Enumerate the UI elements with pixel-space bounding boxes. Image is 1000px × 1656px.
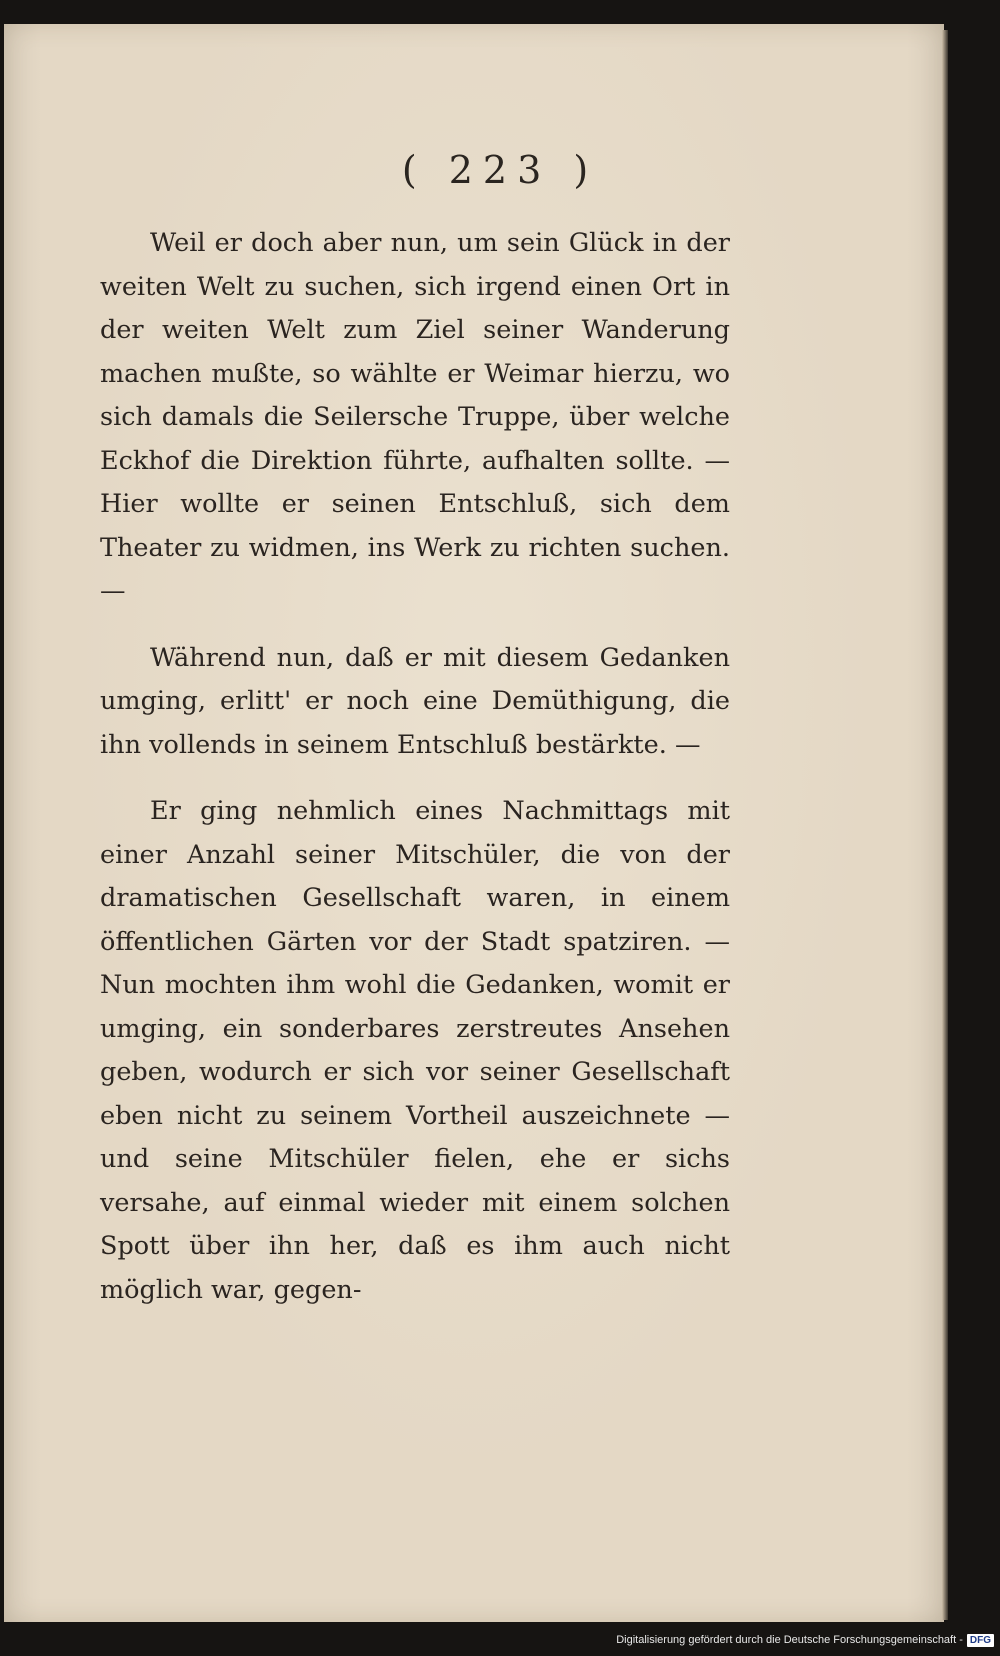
paragraph-1: Weil er doch aber nun, um sein Glück in der weiten Welt zu suchen, sich irgend einen Ort in der weiten Welt zum Ziel seiner Wanderung machen mußte, so wählte er Weimar hierzu, wo sich damals die Seilersche Truppe, über welche Eckhof die Direktion führte, aufhalten sollte. — Hier wollte er seinen Entschluß, sich dem Theater zu widmen, ins Werk zu richten suchen. — [100,228,730,606]
digitization-footer [616,1628,994,1652]
paragraph-2: Während nun, daß er mit diesem Gedanken umging, erlitt' er noch eine Demüthigung, die ihn vollends in seinem Entschluß bestärkte. — [100,642,730,760]
body-text [100,222,730,1312]
dfg-logo: DFG [967,1634,994,1647]
footer-credit: Digitalisierung gefördert durch die Deutsche Forschungsgemeinschaft - [616,1634,963,1646]
paragraph-3: Er ging nehmlich eines Nachmittags mit einer Anzahl seiner Mitschüler, die von der dramatischen Gesellschaft waren, in einem öffentlichen Gärten vor der Stadt spatziren. — Nun mochten ihm wohl die Gedanken, womit er umging, ein sonderbares zerstreutes Ansehen geben, wodurch er sich vor seiner Gesellschaft eben nicht zu seinem Vortheil auszeichnete — und seine Mitschüler fielen, ehe er sichs versahe, auf einmal wieder mit einem solchen Spott über ihn her, daß es ihm auch nicht möglich war, gegen- [100,796,730,1305]
page-number: ( 223 ) [401,148,599,192]
page-edge [942,30,948,1620]
